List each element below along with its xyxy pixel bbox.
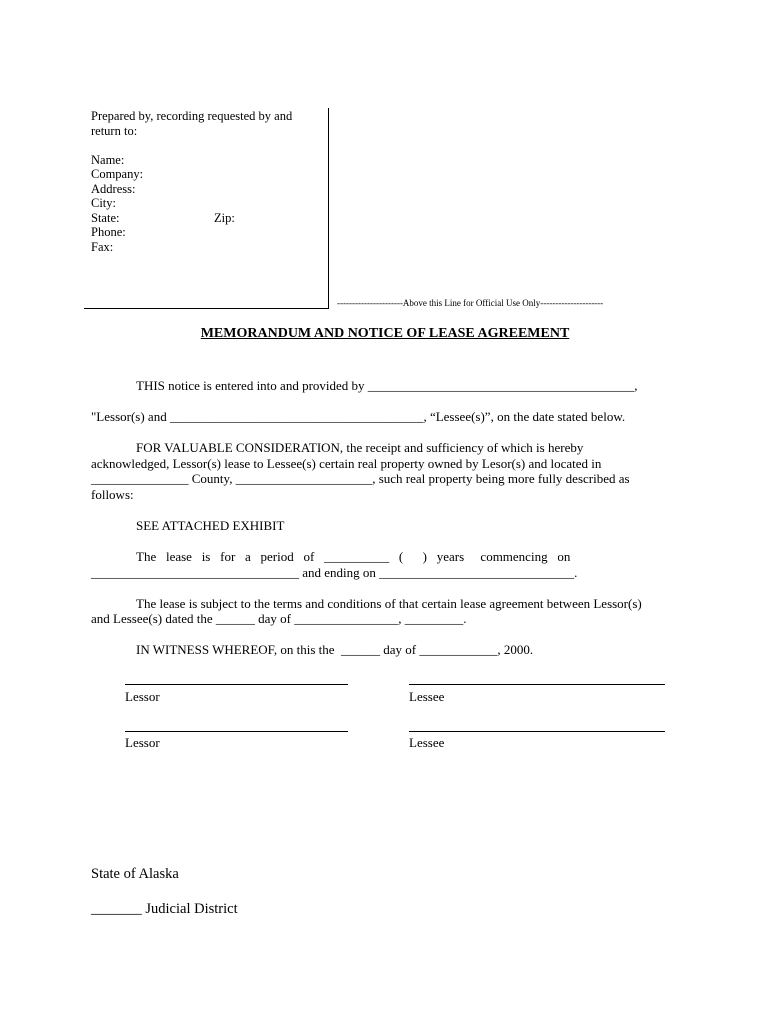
address-label: Address: [91, 182, 136, 196]
lessee-1-label: Lessee [409, 689, 445, 704]
state-label: State: [91, 211, 120, 225]
exhibit-note: SEE ATTACHED EXHIBIT [136, 518, 285, 533]
consideration-line3: _______________ County, _____________________, such real property being more fully described as [91, 471, 630, 486]
notice-paragraph-line1: THIS notice is entered into and provided by _________________________________________, [136, 378, 638, 393]
zip-label: Zip: [214, 211, 235, 225]
lease-period-line2: ________________________________ and ending on ______________________________. [91, 565, 578, 580]
lease-terms-line2: and Lessee(s) dated the ______ day of ________________, _________. [91, 611, 467, 626]
lessor-1-label: Lessor [125, 689, 160, 704]
recording-box-bottom-border [84, 308, 328, 309]
lease-terms-line1: The lease is subject to the terms and conditions of that certain lease agreement between Lessor(s) [136, 596, 642, 611]
lessee-2-label: Lessee [409, 735, 445, 750]
consideration-line1: FOR VALUABLE CONSIDERATION, the receipt and sufficiency of which is hereby [136, 440, 584, 455]
lessor-1-signature-line [125, 684, 348, 685]
lease-period-line1: The lease is for a period of __________ ( ) years commencing on [136, 549, 571, 564]
phone-label: Phone: [91, 225, 126, 239]
consideration-line4: follows: [91, 487, 134, 502]
prepared-by-line2: return to: [91, 124, 138, 138]
lessor-2-signature-line [125, 731, 348, 732]
city-label: City: [91, 196, 117, 210]
company-label: Company: [91, 167, 144, 181]
name-label: Name: [91, 153, 125, 167]
fax-label: Fax: [91, 240, 114, 254]
official-use-line: ----------------------Above this Line for Official Use Only--------------------- [337, 298, 604, 308]
prepared-by-line1: Prepared by, recording requested by and [91, 109, 293, 123]
consideration-line2: acknowledged, Lessor(s) lease to Lessee(s) certain real property owned by Lesor(s) and located in [91, 456, 602, 471]
state-heading: State of Alaska [91, 866, 179, 882]
witness-line: IN WITNESS WHEREOF, on this the ______ day of ____________, 2000. [136, 642, 534, 657]
lessee-2-signature-line [409, 731, 665, 732]
lessee-1-signature-line [409, 684, 665, 685]
notice-paragraph-line2: "Lessor(s) and _______________________________________, “Lessee(s)”, on the date stated below. [91, 409, 626, 424]
judicial-district-heading: _______ Judicial District [91, 901, 238, 917]
document-title: MEMORANDUM AND NOTICE OF LEASE AGREEMENT [200, 326, 570, 341]
recording-box-right-border [328, 108, 329, 309]
lessor-2-label: Lessor [125, 735, 160, 750]
